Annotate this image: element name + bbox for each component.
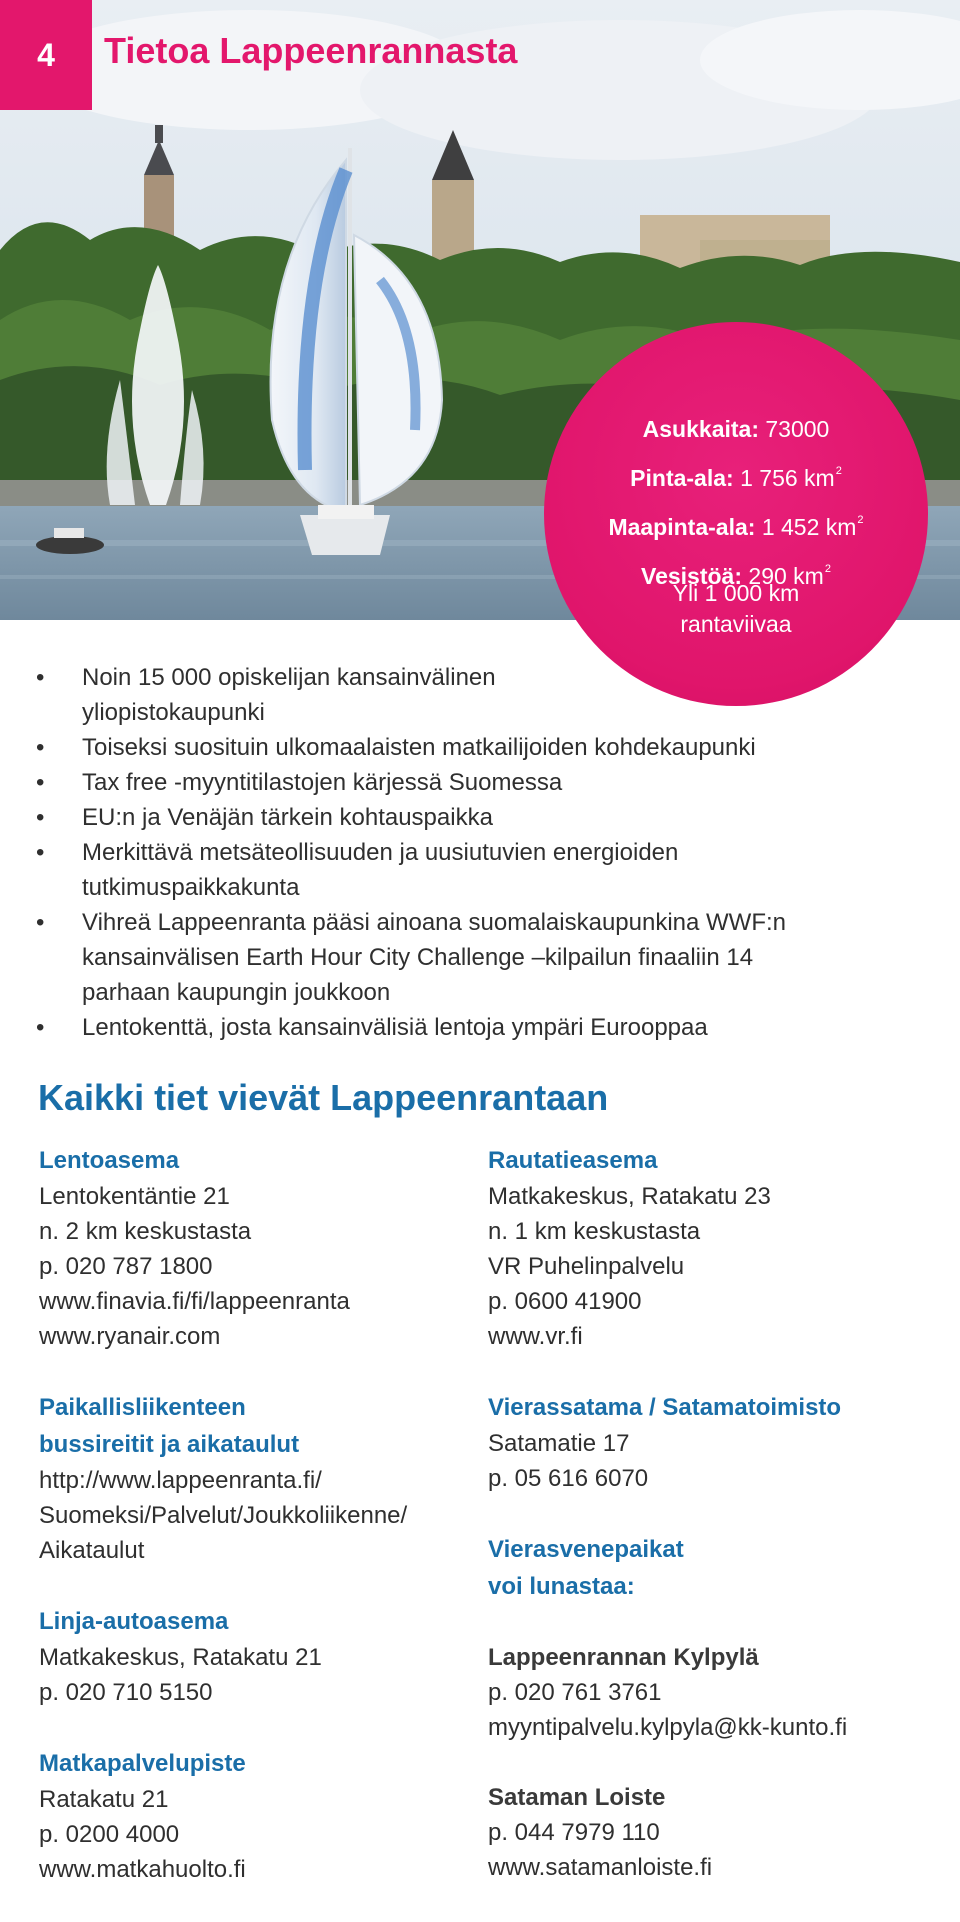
ryanair-link[interactable]: www.ryanair.com (39, 1323, 221, 1350)
list-item: • Vihreä Lappeenranta pääsi ainoana suomalaiskaupunkina WWF:n kansainvälisen Earth Hour City Challenge –kilpailun finaaliin 14 parhaan kaupungin joukkoon (36, 905, 896, 1010)
matkahuolto-link[interactable]: www.matkahuolto.fi (39, 1856, 246, 1883)
travel-service-block: Matkapalvelupiste Ratakatu 21 p. 0200 4000 www.matkahuolto.fi (39, 1745, 479, 1887)
guest-harbour-block: Vierassatama / Satamatoimisto Satamatie 17 p. 05 616 6070 (488, 1394, 842, 1492)
facts-list (544, 408, 928, 597)
section-title-transport: Kaikki tiet vievät Lappeenrantaan (38, 1077, 609, 1118)
bus-timetable-link[interactable]: http://www.lappeenranta.fi/ (39, 1467, 322, 1494)
list-item: • Merkittävä metsäteollisuuden ja uusiutuvien energioiden tutkimuspaikkakunta (36, 835, 896, 905)
fact-total-area: Pinta-ala: 1 756 $km^2$ (630, 465, 842, 491)
list-item: • Lentokenttä, josta kansainvälisiä lentoja ympäri Eurooppaa (36, 1010, 896, 1045)
transport-right-column (488, 1142, 928, 1920)
guest-boat-places-block: Vierasvenepaikat voi lunastaa: (488, 1536, 684, 1600)
facts-circle (544, 322, 928, 706)
transport-left-column (39, 1142, 479, 1922)
fact-shoreline: Yli 1 000 km rantaviivaa (672, 580, 800, 637)
satamanloiste-link[interactable]: www.satamanloiste.fi (488, 1854, 713, 1881)
list-item: • Tax free -myyntitilastojen kärjessä Suomessa (36, 765, 896, 800)
harbour-restaurant-block: Sataman Loiste p. 044 7979 110 www.satamanloiste.fi (488, 1780, 928, 1885)
finavia-link[interactable]: www.finavia.fi/fi/lappeenranta (39, 1288, 350, 1315)
fact-population: Asukkaita: 73000 (642, 416, 830, 442)
vr-link[interactable]: www.vr.fi (488, 1323, 583, 1350)
city-highlights-list (36, 660, 896, 1045)
fact-land-area: Maapinta-ala: 1 452 $km^2$ (608, 514, 864, 540)
fact-water-area: Vesistöä: 290 $km^2$ (641, 563, 831, 589)
local-bus-block: Paikallisliikenteen bussireitit ja aikataulut http://www.lappeenranta.fi/ Suomeksi/Palvelut/Joukkoliikenne/ Aikataulut (39, 1389, 479, 1568)
list-item: • Toiseksi suosituin ulkomaalaisten matkailijoiden kohdekaupunki (36, 730, 896, 765)
bus-station-block: Linja-autoasema Matkakeskus, Ratakatu 21 p. 020 710 5150 (39, 1608, 322, 1706)
page-number: 4 (0, 0, 92, 110)
spa-email-link[interactable]: myyntipalvelu.kylpyla@kk-kunto.fi (488, 1714, 848, 1741)
spa-block: Lappeenrannan Kylpylä p. 020 761 3761 myyntipalvelu.kylpyla@kk-kunto.fi (488, 1640, 928, 1745)
page-title: Tietoa Lappeenrannasta (104, 30, 518, 71)
list-item: • Noin 15 000 opiskelijan kansainvälinen yliopistokaupunki (36, 660, 896, 730)
airport-block: Lentoasema Lentokentäntie 21 n. 2 km keskustasta p. 020 787 1800 www.finavia.fi/fi/lappeenranta www.ryanair.com (39, 1142, 479, 1354)
list-item: • EU:n ja Venäjän tärkein kohtauspaikka (36, 800, 896, 835)
railway-station-block: Rautatieasema Matkakeskus, Ratakatu 23 n. 1 km keskustasta VR Puhelinpalvelu p. 0600 41900 www.vr.fi (488, 1142, 928, 1354)
